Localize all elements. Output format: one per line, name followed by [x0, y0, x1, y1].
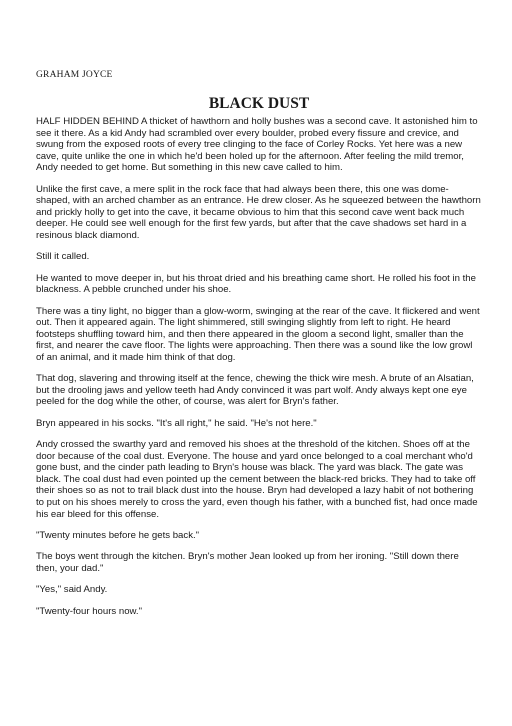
body-paragraph: The boys went through the kitchen. Bryn's mother Jean looked up from her ironing. "Still down there then, your dad." — [36, 551, 459, 574]
body-paragraph: "Twenty minutes before he gets back." — [36, 529, 200, 541]
body-paragraph: Unlike the first cave, a mere split in the rock face that had always been there, this one was dome-shaped, with an arched chamber as an entrance. He drew closer. As he squeezed between the hawthorn and prickly holly to get into the cave, it became obvious to him that this second cave went back much deeper. He could see well enough for the first few yards, but after that the cave shadows set hard in a resinous black diamond. — [36, 183, 481, 241]
body-paragraph: "Twenty-four hours now." — [36, 605, 142, 617]
story-body — [36, 116, 482, 617]
body-paragraph: There was a tiny light, no bigger than a glow-worm, swinging at the rear of the cave. It flickered and went out. Then it appeared again. The light shimmered, still swinging slightly from left to right. He heard footsteps shuffling toward him, and then there appeared in the gloom a second light, smaller than the first, and nearer the cave floor. The lights were approaching. Then there was a sound like the low growl of an animal, and it made him think of that dog. — [36, 305, 480, 363]
body-paragraph: Bryn appeared in his socks. "It's all right," he said. "He's not here." — [36, 417, 317, 429]
body-paragraph: "Yes," said Andy. — [36, 584, 108, 596]
body-paragraph: Still it called. — [36, 251, 90, 263]
body-paragraph: He wanted to move deeper in, but his throat dried and his breathing came short. He rolled his foot in the blackness. A pebble crunched under his shoe. — [36, 272, 476, 296]
body-paragraph: HALF HIDDEN BEHIND A thicket of hawthorn and holly bushes was a second cave. It astonished him to see it there. As a kid Andy had scrambled over every boulder, probed every fissure and crevice, and swung from the exposed roots of every tree clinging to the face of Corley Rocks. Yet here was a new cave, quite unlike the one in which he'd been holed up for the afternoon. After feeling the mild tremor, Andy needed to get home. But something in this new cave called to him. — [36, 116, 478, 174]
author-name: GRAHAM JOYCE — [36, 70, 113, 80]
story-title: BLACK DUST — [208, 95, 310, 112]
body-paragraph: That dog, slavering and throwing itself at the fence, chewing the thick wire mesh. A brute of an Alsatian, but the drooling jaws and yellow teeth had Andy convinced it was part wolf. Andy always kept one eye peeled for the dog while the other, of course, was alert for Bryn's father. — [36, 373, 474, 408]
body-paragraph: Andy crossed the swarthy yard and removed his shoes at the threshold of the kitchen. Shoes off at the door because of the coal dust. Everyone. The house and yard once belonged to a coal merchant who'd gone bust, and the cinder path leading to Bryn's house was black. The yard was black. The gate was black. The coal dust had even pointed up the cement between the black-red bricks. They had to take off their shoes so as not to trail black dust into the house. Bryn had developed a lazy habit of not bothering to put on his shoes merely to cross the yard, even though his father, with a bunched fist, had once made his ear bleed for this offense. — [36, 439, 478, 520]
